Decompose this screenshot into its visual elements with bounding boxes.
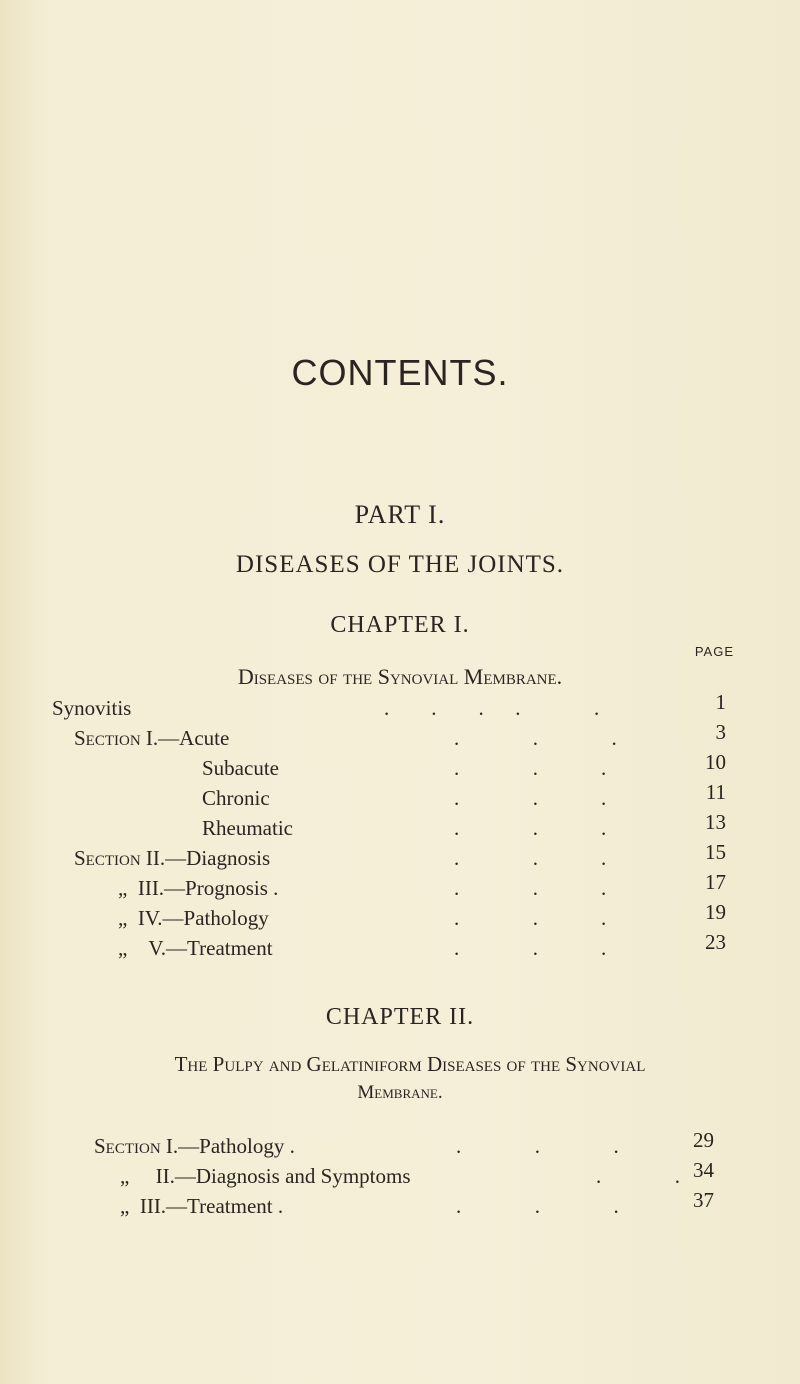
part-subtitle: DISEASES OF THE JOINTS. xyxy=(235,551,565,578)
toc-entry-page: 1 xyxy=(715,690,726,714)
toc-entry-page: 19 xyxy=(705,900,726,924)
toc-entry-text: Rheumatic xyxy=(202,816,293,840)
section-prefix: Section xyxy=(74,726,141,750)
page-column-heading: PAGE xyxy=(694,644,734,659)
dot-leaders: . . . xyxy=(454,816,607,840)
toc-entry-page: 17 xyxy=(705,870,726,894)
toc-entry-page: 37 xyxy=(693,1188,714,1212)
chapter-1-label: CHAPTER I. xyxy=(330,612,470,638)
dot-leaders: . . . xyxy=(456,1134,619,1158)
toc-entry-page: 11 xyxy=(705,780,726,804)
toc-entry-text: Chronic xyxy=(202,786,270,810)
dot-leaders: . . . xyxy=(454,906,607,930)
toc-entry-page: 10 xyxy=(705,750,726,774)
chapter-2-heading-cont: Membrane. xyxy=(357,1082,443,1103)
toc-entry-page: 3 xyxy=(715,720,726,744)
toc-entry xyxy=(118,936,273,961)
toc-entry xyxy=(120,1194,283,1219)
dot-leaders: . . . xyxy=(454,876,607,900)
toc-entry-text: II.—Diagnosis xyxy=(145,846,271,870)
dot-leaders: . . . xyxy=(454,936,607,960)
toc-entry-text: III.—Treatment . xyxy=(139,1194,284,1218)
toc-entry-page: 29 xyxy=(693,1128,714,1152)
chapter-2-heading: The Pulpy and Gelatiniform Diseases of the Synovial xyxy=(174,1052,646,1076)
chapter-2-label: CHAPTER II. xyxy=(325,1004,475,1030)
toc-entry-text: Synovitis xyxy=(52,696,132,720)
section-prefix: Section xyxy=(94,1134,161,1158)
toc-entry-page: 23 xyxy=(705,930,726,954)
ditto-mark: „ xyxy=(120,1194,130,1218)
ditto-mark: „ xyxy=(120,1164,130,1188)
section-prefix: Section xyxy=(74,846,141,870)
ditto-mark: „ xyxy=(118,876,128,900)
toc-entry-text: Subacute xyxy=(202,756,279,780)
toc-entry-text: V.—Treatment xyxy=(148,936,273,960)
toc-entry-text: I.—Pathology . xyxy=(165,1134,295,1158)
toc-entry xyxy=(120,1164,411,1189)
dot-leaders: . . . xyxy=(454,786,607,810)
toc-entry xyxy=(118,906,269,931)
toc-entry xyxy=(94,1134,295,1159)
toc-entry-page: 34 xyxy=(693,1158,714,1182)
ditto-mark: „ xyxy=(118,906,128,930)
ditto-mark: „ xyxy=(118,936,128,960)
toc-entry-text: I.—Acute xyxy=(145,726,230,750)
dot-leaders: . . . xyxy=(454,846,607,870)
toc-entry-page: 15 xyxy=(705,840,726,864)
toc-entry xyxy=(74,846,270,871)
toc-entry-page: 13 xyxy=(705,810,726,834)
chapter-1-heading: Diseases of the Synovial Membrane. xyxy=(237,664,563,689)
dot-leaders: . . . xyxy=(454,726,617,750)
part-title: PART I. xyxy=(354,500,446,529)
dot-leaders: . . xyxy=(596,1164,680,1188)
toc-entry-text: II.—Diagnosis and Symptoms xyxy=(155,1164,411,1188)
dot-leaders: . . . xyxy=(456,1194,619,1218)
toc-entry-text: IV.—Pathology xyxy=(137,906,269,930)
toc-entry xyxy=(118,876,278,901)
dot-leaders: . . . . . xyxy=(384,696,600,720)
contents-title: CONTENTS. xyxy=(291,352,509,393)
toc-entry xyxy=(74,726,229,751)
dot-leaders: . . . xyxy=(454,756,607,780)
toc-entry-text: III.—Prognosis . xyxy=(137,876,279,900)
